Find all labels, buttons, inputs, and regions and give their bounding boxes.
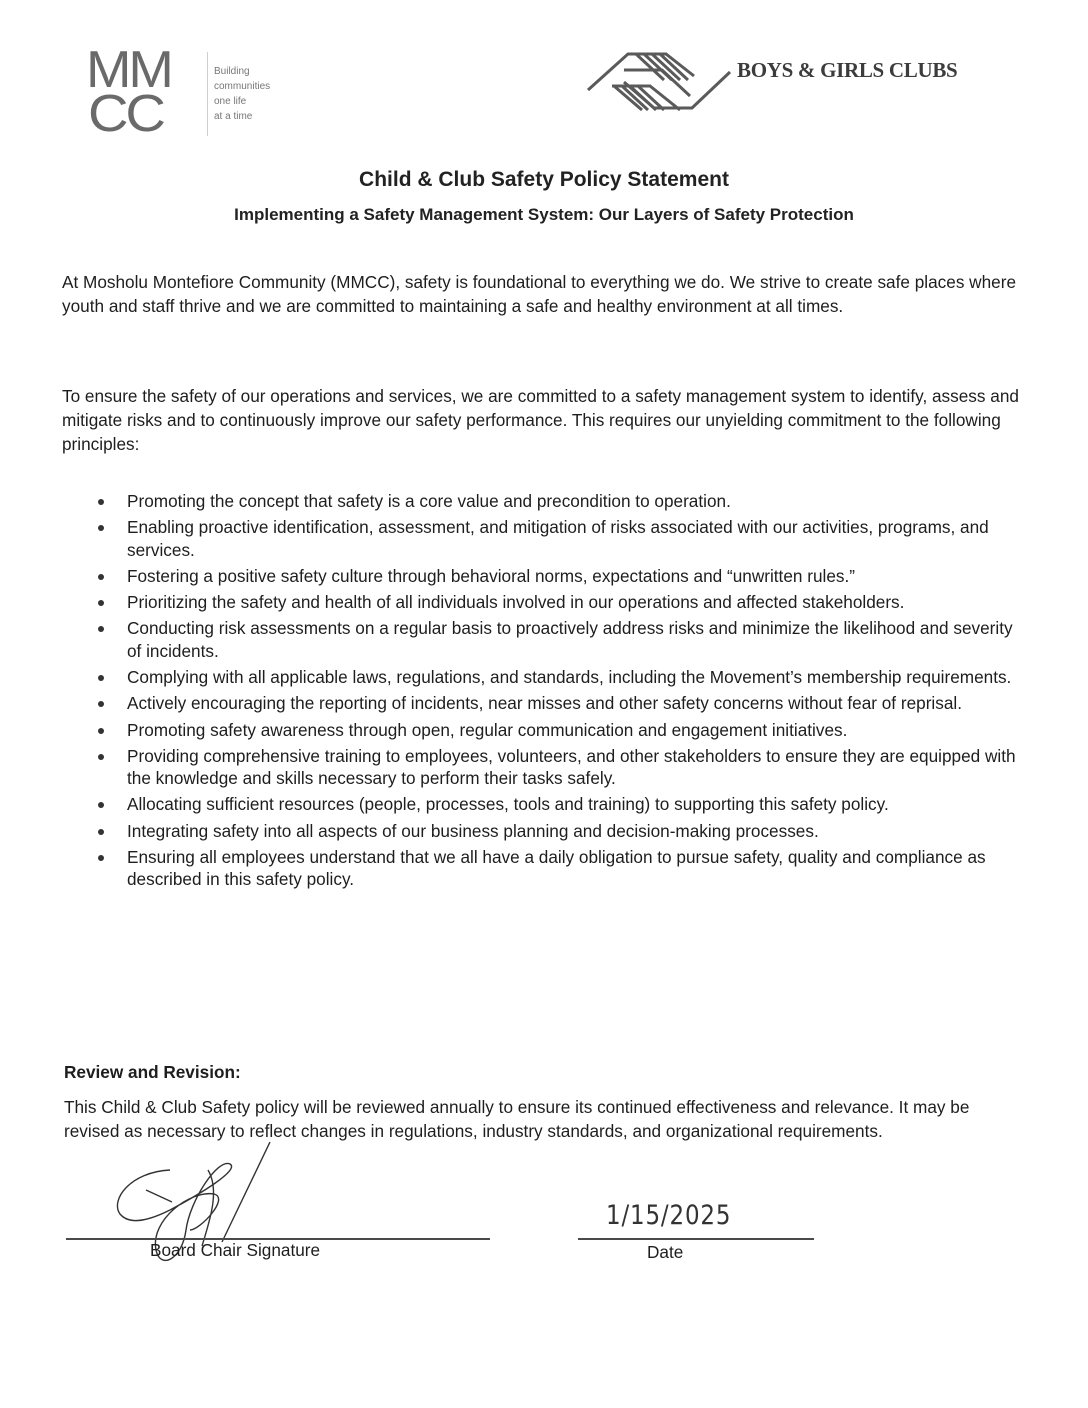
commitment-paragraph: To ensure the safety of our operations and services, we are committed to a safety management system to identify, assess and mitigate risks and to continuously improve our safety performance. This requires our unyielding commitment to the following principles: <box>62 386 1019 454</box>
mmcc-tagline <box>214 64 270 124</box>
signature-label: Board Chair Signature <box>150 1240 321 1260</box>
principle-item: Integrating safety into all aspects of our business planning and decision-making processes. <box>96 820 1026 843</box>
mmcc-tagline-line: Building <box>214 66 250 77</box>
mmcc-logo-divider <box>207 52 208 136</box>
mmcc-tagline-line: at a time <box>214 111 253 122</box>
mmcc-tagline-line: communities <box>214 81 271 92</box>
principle-item: Complying with all applicable laws, regulations, and standards, including the Movement’s membership requirements. <box>96 666 1026 689</box>
mmcc-logo-letters-bottom: CC <box>88 85 163 143</box>
principle-item: Conducting risk assessments on a regular basis to proactively address risks and minimize the likelihood and severity of incidents. <box>96 617 1026 662</box>
principle-item: Ensuring all employees understand that we all have a daily obligation to pursue safety, quality and compliance as described in this safety policy. <box>96 846 1026 891</box>
mmcc-logo-letters-top: MM <box>86 41 171 99</box>
mmcc-tagline-line: one life <box>214 96 247 107</box>
principle-item: Promoting safety awareness through open, regular communication and engagement initiatives. <box>96 719 1026 742</box>
signed-date: 1/15/2025 <box>606 1200 732 1231</box>
principle-item: Promoting the concept that safety is a core value and precondition to operation. <box>96 490 1026 513</box>
page-title: Child & Club Safety Policy Statement <box>359 168 729 191</box>
principle-item: Actively encouraging the reporting of incidents, near misses and other safety concerns without fear of reprisal. <box>96 692 1026 715</box>
principles-list <box>96 490 1026 895</box>
page-subtitle: Implementing a Safety Management System: Our Layers of Safety Protection <box>234 205 854 224</box>
mmcc-logo <box>86 41 306 143</box>
principle-item: Enabling proactive identification, assessment, and mitigation of risks associated with our activities, programs, and services. <box>96 516 1026 561</box>
mmcc-logo-mark <box>86 41 204 143</box>
review-heading: Review and Revision: <box>64 1062 241 1082</box>
boys-girls-clubs-name: BOYS & GIRLS CLUBS <box>737 58 958 82</box>
date-label: Date <box>647 1242 684 1262</box>
review-text: This Child & Club Safety policy will be reviewed annually to ensure its continued effectiveness and relevance. It may be revised as necessary to reflect changes in regulations, industry standards, and organizational requirements. <box>64 1097 970 1141</box>
principle-item: Providing comprehensive training to employees, volunteers, and other stakeholders to ensure they are equipped with the knowledge and skills necessary to perform their tasks safely. <box>96 745 1026 790</box>
principle-item: Prioritizing the safety and health of all individuals involved in our operations and affected stakeholders. <box>96 591 1026 614</box>
clasped-hands-icon <box>584 40 734 120</box>
intro-paragraph: At Mosholu Montefiore Community (MMCC), safety is foundational to everything we do. We strive to create safe places where youth and staff thrive and we are committed to maintaining a safe and healthy environment at all times. <box>62 272 1016 316</box>
principle-item: Allocating sufficient resources (people, processes, tools and training) to supporting this safety policy. <box>96 793 1026 816</box>
date-line <box>578 1238 814 1240</box>
principle-item: Fostering a positive safety culture through behavioral norms, expectations and “unwritten rules.” <box>96 565 1026 588</box>
boys-girls-clubs-logo <box>584 40 1004 120</box>
